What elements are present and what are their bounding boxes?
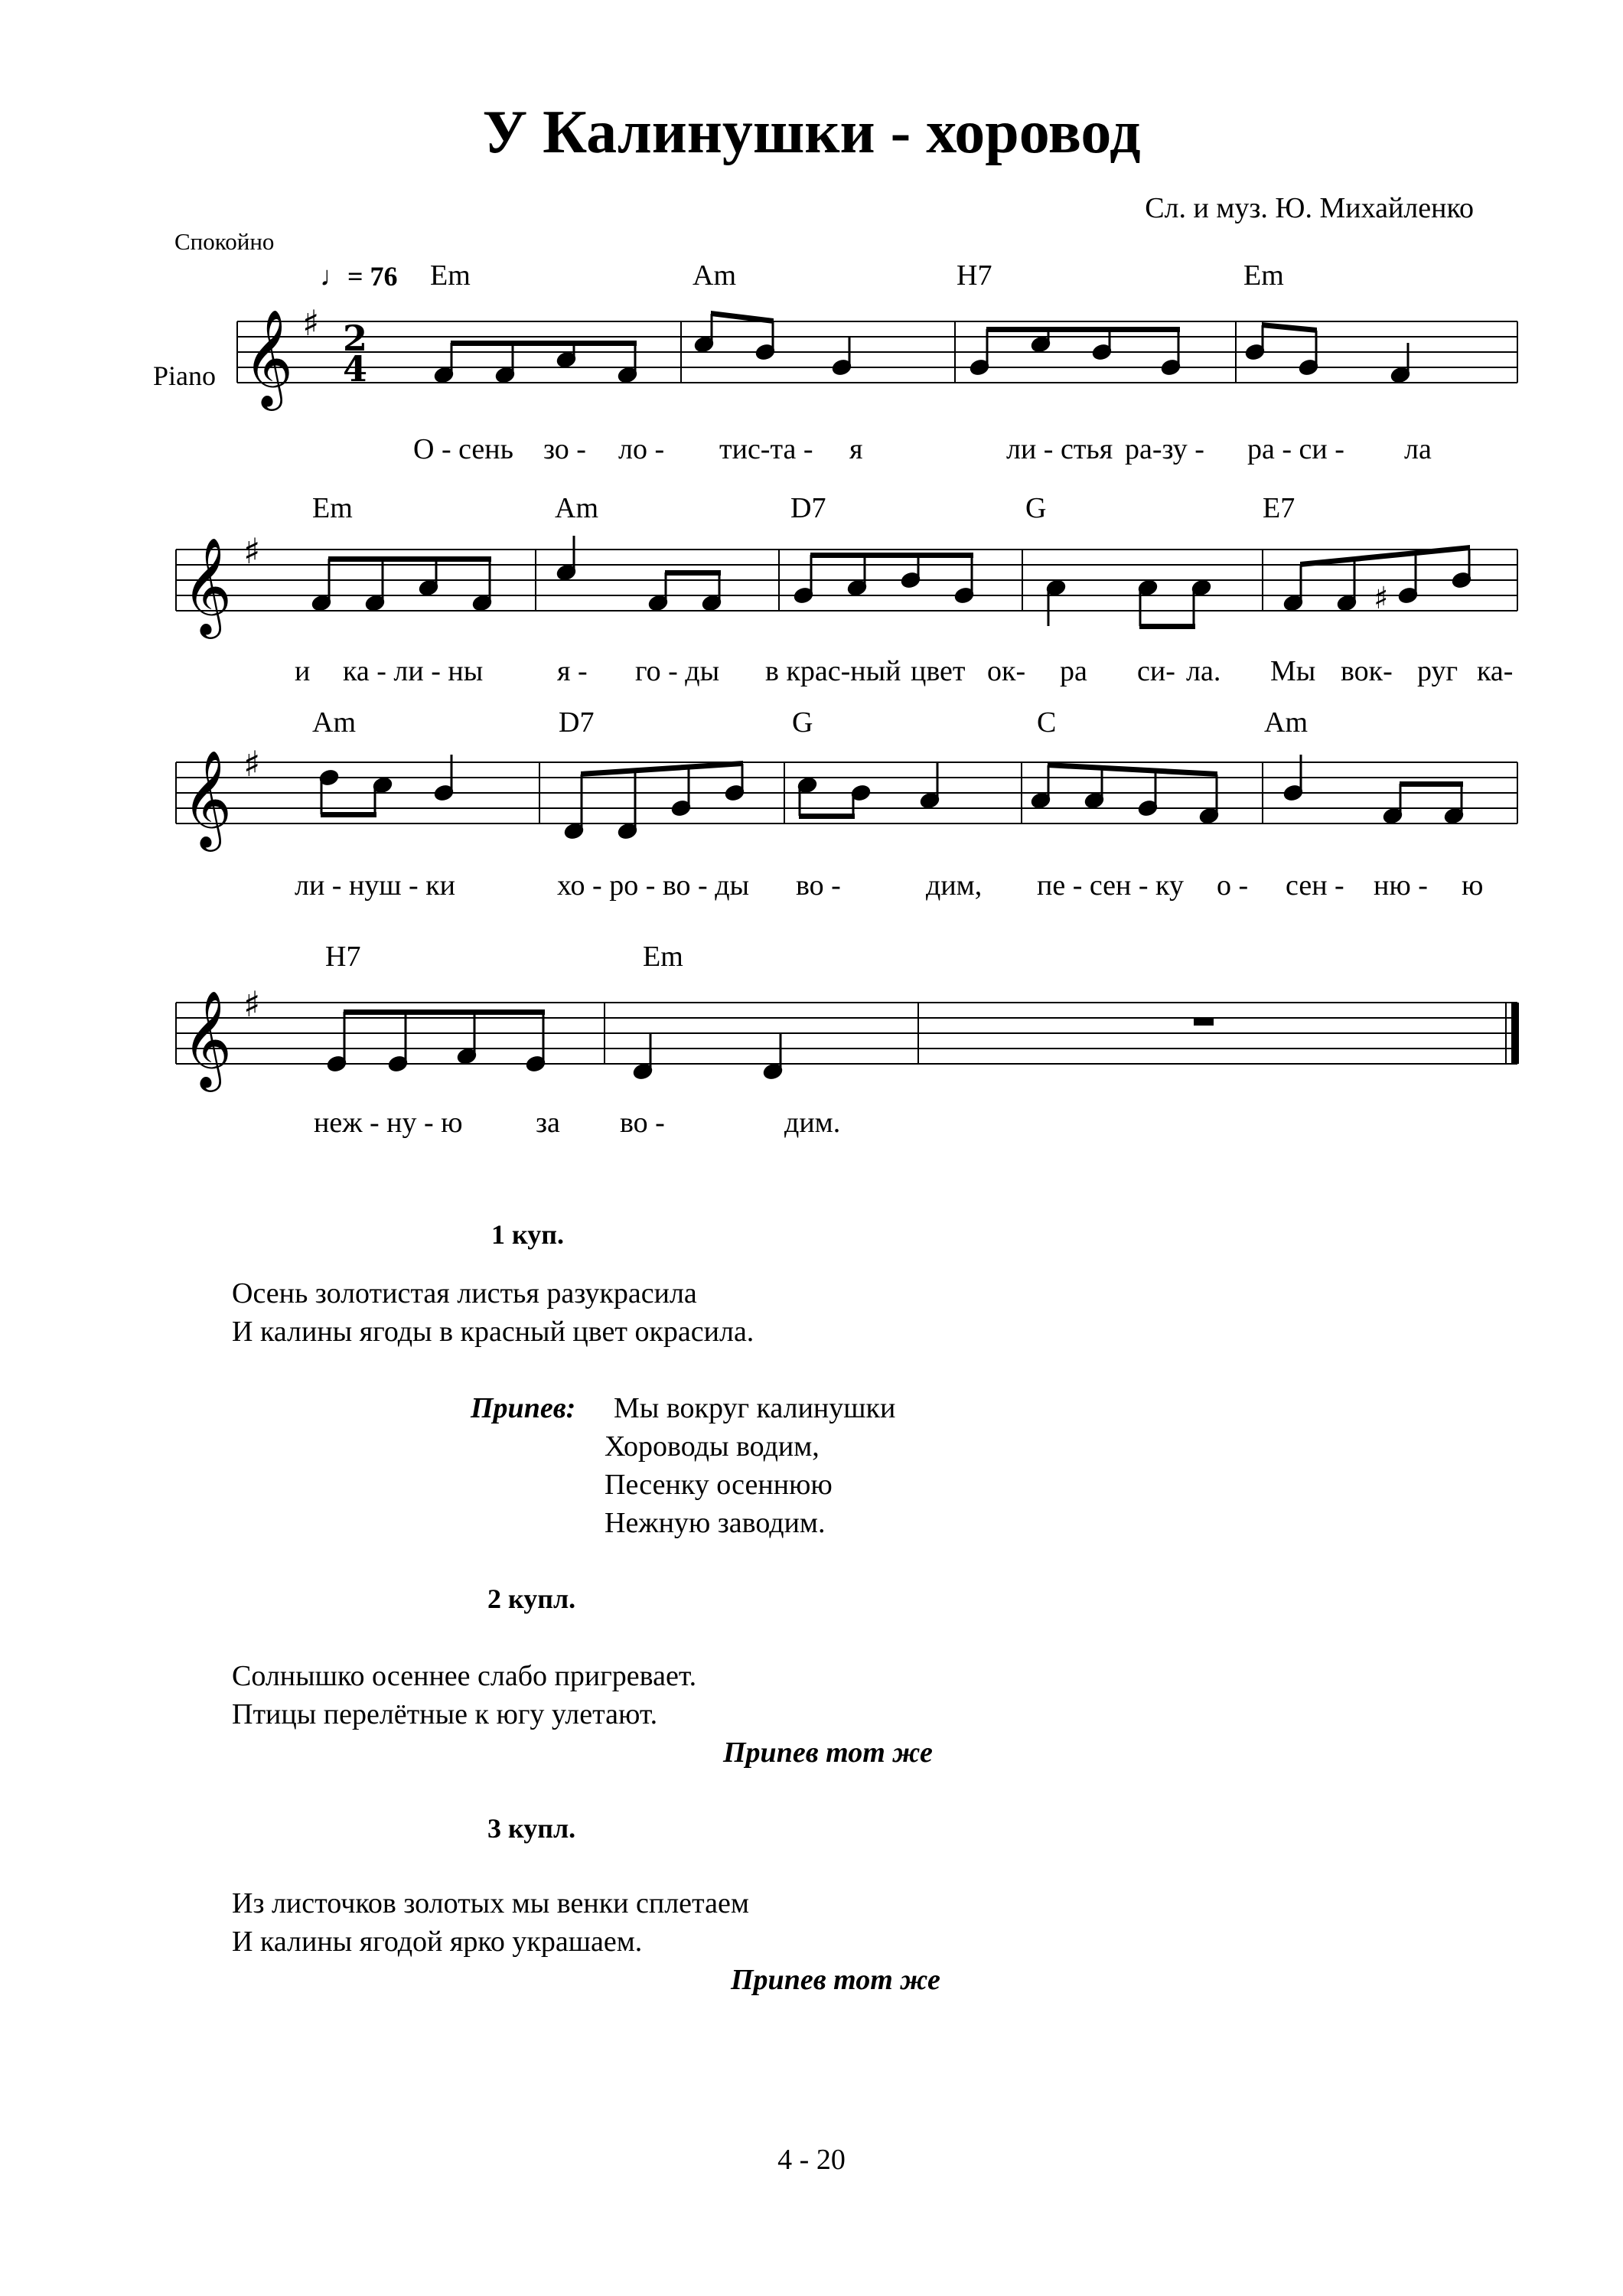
refrain-repeat-note: Припев тот же	[731, 1964, 940, 1996]
chord-symbol: Em	[1243, 259, 1284, 292]
song-title: У Калинушки - хоровод	[482, 99, 1141, 166]
instrument-label: Piano	[153, 360, 217, 391]
verse-line: Птицы перелётные к югу улетают.	[232, 1698, 658, 1730]
verse-heading: 2 купл.	[487, 1583, 576, 1614]
lyric-syllable: дим.	[784, 1107, 841, 1139]
svg-text:♯: ♯	[243, 743, 261, 784]
chord-symbol: Am	[555, 492, 598, 524]
svg-text:♯: ♯	[1374, 581, 1389, 616]
chord-symbol: G	[1025, 492, 1047, 524]
verse-line: И калины ягодой ярко украшаем.	[232, 1926, 643, 1958]
lyric-syllable: ла.	[1186, 655, 1221, 687]
lyric-syllable: ню -	[1374, 869, 1428, 902]
chord-symbol: Em	[430, 259, 471, 292]
lyric-syllable: зо -	[543, 433, 586, 465]
chord-symbol: Am	[693, 259, 736, 292]
lyric-syllable: Мы	[1270, 655, 1316, 687]
verse-heading: 3 купл.	[487, 1813, 576, 1844]
svg-text:♯: ♯	[243, 530, 261, 572]
chord-symbol: D7	[790, 492, 826, 524]
chord-symbol: Am	[312, 706, 356, 739]
lyric-syllable: ю	[1462, 869, 1484, 902]
refrain-line: Хороводы водим,	[605, 1430, 820, 1463]
lyric-syllable: я	[849, 433, 863, 465]
refrain-line: Мы вокруг калинушки	[614, 1392, 896, 1424]
lyric-syllable: О - сень	[413, 433, 513, 465]
lyric-syllable: ла	[1404, 433, 1432, 465]
treble-clef-icon: 𝄞	[182, 990, 233, 1088]
lyric-syllable: ка - ли - ны	[343, 655, 484, 687]
lyric-syllable: во -	[620, 1107, 665, 1139]
quarter-note-icon: ♩	[320, 261, 347, 292]
lyric-syllable: ли - нуш - ки	[295, 869, 456, 902]
lyric-syllable: неж - ну - ю	[314, 1107, 463, 1139]
chord-symbol: H7	[957, 259, 992, 292]
treble-clef-icon: 𝄞	[182, 749, 233, 847]
chord-symbol: Em	[312, 492, 353, 524]
chord-symbol: H7	[325, 941, 361, 973]
lyric-syllable: ло -	[618, 433, 665, 465]
lyric-syllable: пе - сен - ку	[1037, 869, 1184, 902]
lyric-syllable: ок-	[987, 655, 1026, 687]
metronome-mark: ♩= 76	[320, 261, 398, 292]
page-number: 4 - 20	[777, 2144, 846, 2176]
verse-line: И калины ягоды в красный цвет окрасила.	[232, 1316, 754, 1348]
lyric-syllable: тис-та -	[719, 433, 813, 465]
lyric-syllable: хо - ро - во - ды	[557, 869, 750, 902]
chord-symbol: C	[1037, 706, 1057, 739]
lyric-syllable: за	[536, 1107, 560, 1139]
lyric-syllable: и	[295, 655, 311, 687]
lyric-syllable: си-	[1137, 655, 1175, 687]
treble-clef-icon: 𝄞	[243, 308, 294, 406]
lyric-syllable: ка-	[1477, 655, 1514, 687]
chord-symbol: E7	[1263, 492, 1295, 524]
lyric-syllable: руг	[1417, 655, 1458, 687]
refrain-line: Песенку осеннюю	[605, 1469, 833, 1501]
chord-symbol: G	[792, 706, 813, 739]
svg-text:♯: ♯	[243, 983, 261, 1025]
composer-credit: Сл. и муз. Ю. Михайленко	[1145, 192, 1474, 224]
svg-text:♯: ♯	[302, 302, 320, 344]
tempo-marking: Спокойно	[174, 228, 275, 255]
refrain-repeat-note: Припев тот же	[723, 1737, 933, 1769]
chord-symbol: D7	[559, 706, 595, 739]
lyric-syllable: цвет	[911, 655, 966, 687]
lyric-syllable: я -	[557, 655, 588, 687]
lyric-syllable: дим,	[926, 869, 983, 902]
verse-line: Солнышко осеннее слабо пригревает.	[232, 1660, 697, 1692]
chord-symbol: Em	[643, 941, 683, 973]
lyric-syllable: го - ды	[635, 655, 720, 687]
chord-symbol: Am	[1264, 706, 1308, 739]
lyric-syllable: ра	[1060, 655, 1087, 687]
lyric-syllable: сен -	[1286, 869, 1344, 902]
lyric-syllable: вок-	[1341, 655, 1393, 687]
treble-clef-icon: 𝄞	[182, 536, 233, 634]
verse-line: Осень золотистая листья разукрасила	[232, 1277, 697, 1309]
svg-text:4: 4	[343, 348, 368, 390]
svg-text:2: 2	[343, 318, 368, 359]
verse-line: Из листочков золотых мы венки сплетаем	[232, 1887, 749, 1919]
lyric-syllable: ра-зу -	[1125, 433, 1204, 465]
lyric-syllable: в крас-ный	[765, 655, 901, 687]
lyric-syllable: во -	[796, 869, 841, 902]
refrain-label: Припев:	[471, 1392, 576, 1424]
verse-heading: 1 куп.	[491, 1219, 564, 1250]
refrain-line: Нежную заводим.	[605, 1507, 826, 1539]
lyric-syllable: о -	[1217, 869, 1249, 902]
lyric-syllable: ра - си -	[1247, 433, 1344, 465]
lyric-syllable: ли - стья	[1006, 433, 1113, 465]
